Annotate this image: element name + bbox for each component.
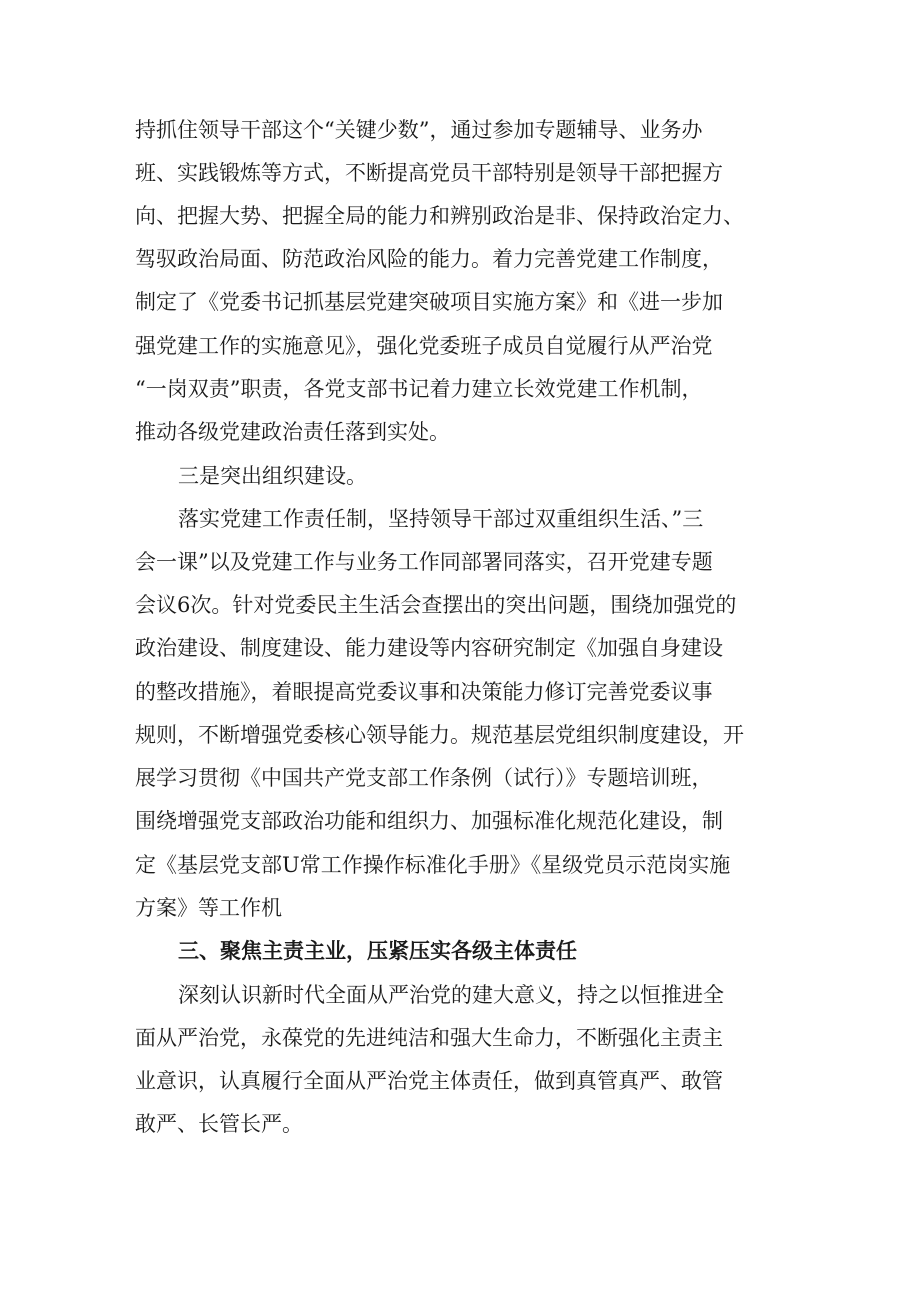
paragraph-line: 敢严、长管长严。: [135, 1112, 303, 1136]
paragraph-line: 面从严治党，永葆党的先进纯洁和强大生命力，不断强化主责主: [135, 1026, 723, 1050]
section-subtitle: 三是突出组织建设。: [178, 464, 367, 488]
paragraph-line: 定《基层党支部U常工作操作标准化手册》《星级党员示范岗实施: [135, 853, 731, 877]
paragraph-line: 持抓住领导干部这个“关键少数”，通过参加专题辅导、业务办: [135, 118, 703, 142]
paragraph-line: 向、把握大势、把握全局的能力和辨别政治是非、保持政治定力、: [135, 204, 744, 228]
paragraph-line: 强党建工作的实施意见》，强化党委班子成员自觉履行从严治党: [135, 334, 713, 358]
paragraph-line: 规则，不断增强党委核心领导能力。规范基层党组织制度建设，开: [135, 723, 744, 747]
paragraph-line: 落实党建工作责任制，坚持领导干部过双重组织生活、”三: [178, 507, 704, 531]
section-heading: 三、聚焦主责主业，压紧压实各级主体责任: [178, 939, 577, 963]
paragraph-line: 制定了《党委书记抓基层党建突破项目实施方案》和《进一步加: [135, 290, 723, 314]
paragraph-line: “一岗双责”职责，各党支部书记着力建立长效党建工作机制，: [135, 377, 703, 401]
paragraph-line: 业意识，认真履行全面从严治党主体责任，做到真管真严、敢管: [135, 1069, 723, 1093]
paragraph-line: 班、实践锻炼等方式，不断提高党员干部特别是领导干部把握方: [135, 161, 723, 185]
paragraph-line: 围绕增强党支部政治功能和组织力、加强标准化规范化建设，制: [135, 809, 723, 833]
paragraph-line: 政治建设、制度建设、能力建设等内容研究制定《加强自身建设: [135, 636, 723, 660]
paragraph-line: 深刻认识新时代全面从严治党的建大意义，持之以恒推进全: [178, 983, 724, 1007]
paragraph-line: 的整改措施》，着眼提高党委议事和决策能力修订完善党委议事: [135, 680, 713, 704]
paragraph-line: 方案》等工作机: [135, 896, 282, 920]
paragraph-line: 展学习贯彻《中国共产党支部工作条例（试行）》专题培训班，: [135, 766, 713, 790]
paragraph-line: 会议6次。针对党委民主生活会查摆出的突出问题，围绕加强党的: [135, 593, 737, 617]
paragraph-line: 驾驭政治局面、防范政治风险的能力。着力完善党建工作制度，: [135, 247, 723, 271]
paragraph-line: 会一课”以及党建工作与业务工作同部署同落实，召开党建专题: [135, 550, 713, 574]
paragraph-line: 推动各级党建政治责任落到实处。: [135, 420, 450, 444]
